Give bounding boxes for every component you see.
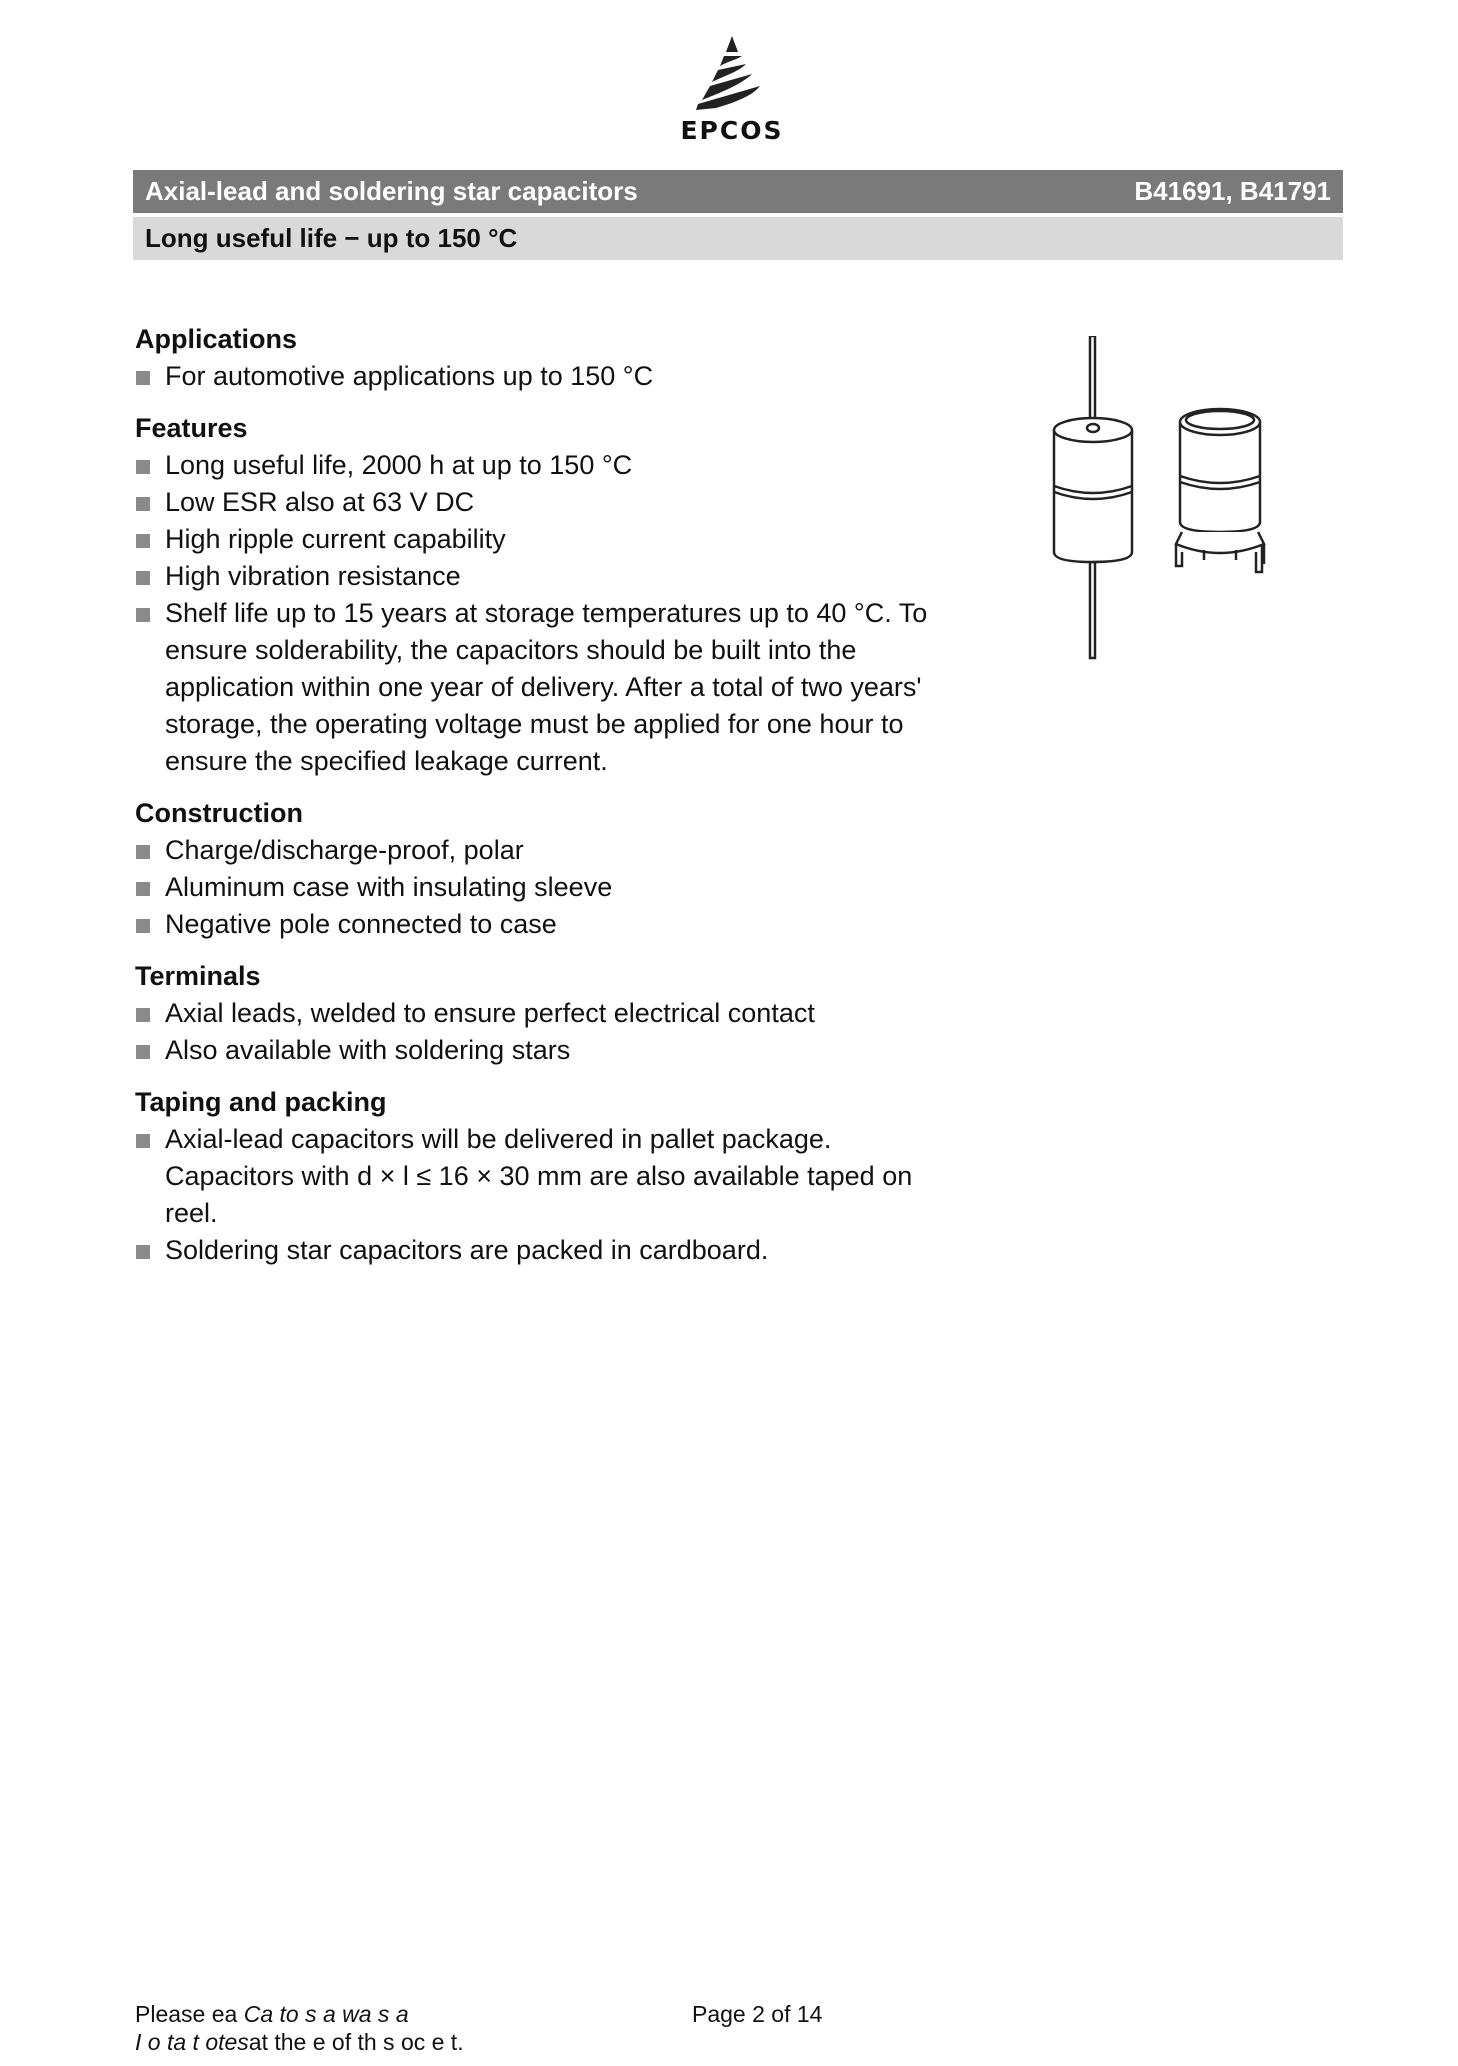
list-item: Charge/discharge-proof, polar bbox=[135, 832, 955, 869]
list-item: Negative pole connected to case bbox=[135, 906, 955, 943]
capacitor-illustration bbox=[1040, 336, 1290, 666]
bullet-list bbox=[135, 1121, 955, 1269]
epcos-logo bbox=[676, 34, 788, 146]
bullet-list bbox=[135, 447, 955, 780]
list-item: Also available with soldering stars bbox=[135, 1032, 955, 1069]
document-title: Axial-lead and soldering star capacitors bbox=[145, 176, 638, 206]
list-item: Soldering star capacitors are packed in cardboard. bbox=[135, 1232, 955, 1269]
section-applications bbox=[135, 320, 955, 395]
logo-text: EPCOS bbox=[680, 116, 784, 145]
section-heading: Terminals bbox=[135, 961, 261, 991]
square-bullet-icon bbox=[136, 1245, 150, 1259]
square-bullet-icon bbox=[136, 919, 150, 933]
document-title-bar bbox=[133, 170, 1343, 213]
bullet-list bbox=[135, 832, 955, 943]
section-heading: Taping and packing bbox=[135, 1087, 387, 1117]
square-bullet-icon bbox=[136, 608, 150, 622]
section-features bbox=[135, 409, 955, 780]
section-taping-packing bbox=[135, 1083, 955, 1269]
square-bullet-icon bbox=[136, 1045, 150, 1059]
list-item: High ripple current capability bbox=[135, 521, 955, 558]
square-bullet-icon bbox=[136, 1134, 150, 1148]
list-item: Axial-lead capacitors will be delivered in pallet package. Capacitors with d × l ≤ 16 × 30 mm are also available taped on reel. bbox=[135, 1121, 955, 1232]
footer-note bbox=[135, 2000, 464, 2056]
square-bullet-icon bbox=[136, 1008, 150, 1022]
section-construction bbox=[135, 794, 955, 943]
list-item: Aluminum case with insulating sleeve bbox=[135, 869, 955, 906]
section-terminals bbox=[135, 957, 955, 1069]
section-heading: Features bbox=[135, 413, 248, 443]
section-heading: Applications bbox=[135, 324, 298, 354]
square-bullet-icon bbox=[136, 571, 150, 585]
square-bullet-icon bbox=[136, 371, 150, 385]
bullet-list bbox=[135, 995, 955, 1069]
list-item: Axial leads, welded to ensure perfect electrical contact bbox=[135, 995, 955, 1032]
footer-line-1: Please ea Ca to s a wa s a bbox=[135, 2001, 409, 2027]
list-item: Long useful life, 2000 h at up to 150 °C bbox=[135, 447, 955, 484]
square-bullet-icon bbox=[136, 845, 150, 859]
bullet-list bbox=[135, 358, 955, 395]
document-subtitle-bar bbox=[133, 217, 1343, 260]
document-subtitle: Long useful life − up to 150 °C bbox=[145, 223, 518, 253]
square-bullet-icon bbox=[136, 882, 150, 896]
list-item: For automotive applications up to 150 °C bbox=[135, 358, 955, 395]
page-number: Page 2 of 14 bbox=[692, 2001, 823, 2027]
axial-capacitor-drawing bbox=[1054, 336, 1132, 658]
list-item: Shelf life up to 15 years at storage temperatures up to 40 °C. To ensure solderability, the capacitors should be built into the application within one year of delivery. After a total of two years' storage, the operating voltage must be applied for one hour to ensure the specified leakage current. bbox=[135, 595, 955, 780]
square-bullet-icon bbox=[136, 497, 150, 511]
section-heading: Construction bbox=[135, 798, 303, 828]
footer-line-2: I o ta t otesat the e of th s oc e t. bbox=[135, 2029, 464, 2055]
list-item: High vibration resistance bbox=[135, 558, 955, 595]
main-content bbox=[135, 320, 955, 1283]
part-numbers: B41691, B41791 bbox=[1134, 176, 1331, 206]
square-bullet-icon bbox=[136, 534, 150, 548]
soldering-star-capacitor-drawing bbox=[1176, 409, 1264, 572]
epcos-triangle-icon bbox=[676, 34, 788, 114]
list-item: Low ESR also at 63 V DC bbox=[135, 484, 955, 521]
square-bullet-icon bbox=[136, 460, 150, 474]
